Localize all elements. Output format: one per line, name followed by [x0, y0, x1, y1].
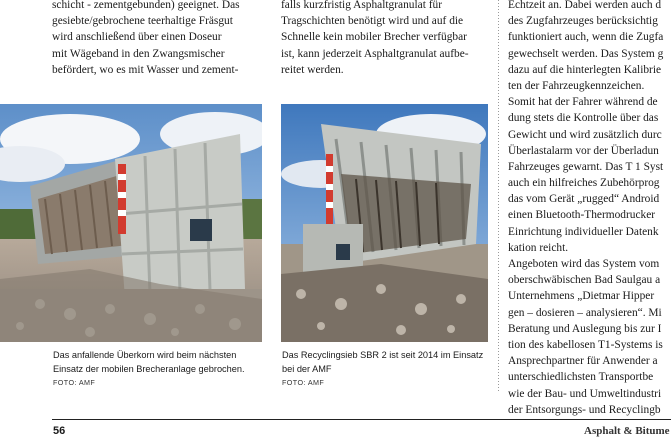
- text-line: tion des kabellosen T1-Systems is: [508, 338, 663, 351]
- text-line: Fahrzeuges gewarnt. Das T 1 Syst: [508, 160, 664, 173]
- text-line: wird anschließend über einen Doseur: [52, 31, 222, 44]
- text-line: der Entsorgungs- und Recyclingb: [508, 403, 661, 416]
- photo-oversize-screen: [0, 104, 262, 342]
- page-number: 56: [53, 425, 66, 437]
- text-line: des Zugfahrzeuges berücksichtig: [508, 15, 658, 28]
- text-line: funktioniert auch, wenn die Zugfa: [508, 31, 664, 44]
- article-column-right: [508, 0, 671, 418]
- figure-caption-2: [282, 348, 483, 390]
- text-line: Ansprechpartner für Anwender a: [508, 355, 658, 368]
- column-divider: [498, 0, 499, 392]
- text-line: dazu auf die hinterlegten Kalibrie: [508, 63, 662, 76]
- photo-recycling-screen: [281, 104, 488, 342]
- text-line: Überlastalarm vor der Überladun: [508, 144, 659, 157]
- text-line: gesiebte/gebrochene teerhaltige Fräsgut: [52, 15, 233, 28]
- text-line: Beratung und Auslegung bis zur I: [508, 322, 662, 335]
- text-line: Angeboten wird das System vom: [508, 258, 660, 270]
- photo-credit: FOTO: AMF: [53, 378, 96, 387]
- text-line: falls kurzfristig Asphaltgranulat für: [281, 0, 443, 11]
- text-line: kation reicht.: [508, 241, 569, 254]
- figure-caption-1: [53, 348, 245, 390]
- text-line: Schnelle kein mobiler Brecher verfügbar: [281, 31, 467, 44]
- text-line: unterschiedlichsten Transportbe: [508, 371, 654, 384]
- text-line: ist, kann jederzeit Asphaltgranulat aufbe-: [281, 47, 469, 60]
- text-line: mit Wägeband in den Zwangsmischer: [52, 47, 225, 60]
- footer-rule: [52, 419, 671, 420]
- text-line: das vom Gerät „rugged“ Android: [508, 193, 660, 206]
- text-line: befördert, wo es mit Wasser und zement-: [52, 63, 239, 76]
- caption-line: Das Recyclingsieb SBR 2 ist seit 2014 im Einsatz: [282, 350, 484, 360]
- text-line: Gewicht und wird zusätzlich durc: [508, 128, 662, 141]
- caption-line: Das anfallende Überkorn wird beim nächsten: [53, 350, 237, 360]
- article-column-middle: [281, 0, 469, 78]
- text-line: Echtzeit an. Dabei werden auch d: [508, 0, 662, 11]
- text-line: schicht - zementgebunden) geeignet. Das: [52, 0, 240, 11]
- text-line: einen Bluetooth-Thermodrucker: [508, 209, 656, 222]
- text-line: gen – dosieren – analysieren“. Mi: [508, 306, 662, 319]
- article-column-left: [52, 0, 240, 78]
- text-line: gewechselt werden. Das System g: [508, 47, 664, 60]
- photo-credit: FOTO: AMF: [282, 378, 325, 387]
- text-line: Somit hat der Fahrer während de: [508, 96, 658, 109]
- text-line: oberschwäbischen Bad Saulgau a: [508, 274, 661, 287]
- publication-name: Asphalt & Bitume: [584, 425, 670, 437]
- text-line: auch ein hilfreiches Zubehörprog: [508, 177, 660, 190]
- caption-line: Einsatz der mobilen Brecheranlage gebrochen.: [53, 364, 245, 374]
- text-line: ten der Fahrzeugkennzeichen.: [508, 79, 645, 92]
- text-line: dung stets die Kontrolle über das: [508, 112, 659, 125]
- text-line: Einrichtung individueller Datenk: [508, 225, 659, 238]
- text-line: reitet werden.: [281, 63, 344, 76]
- text-line: Unternehmens „Dietmar Hipper: [508, 290, 655, 303]
- text-line: wie der Bau- und Umweltindustri: [508, 387, 662, 400]
- text-line: Tragschichten benötigt wird und auf die: [281, 15, 464, 28]
- caption-line: bei der AMF: [282, 364, 332, 374]
